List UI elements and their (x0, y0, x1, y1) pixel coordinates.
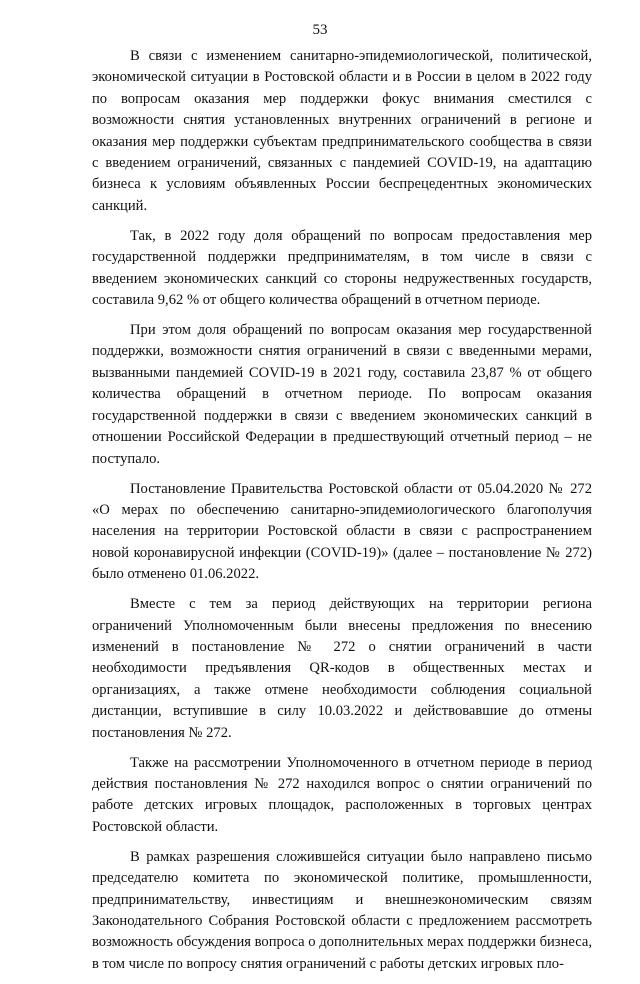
paragraph-covid-share-2021: При этом доля обращений по вопросам оказания мер государственной поддержки, возможности снятия ограничений в связи с введенными мерами, вызванными пандемией COVID-19 в 2021 году, составила 23,87 % от общего количества обращений в отчетном периоде. По вопросам оказания государственной поддержки в связи с введением экономических санкций в отношении Российской Федерации в предшествующий отчетный период – не поступало. (92, 322, 592, 467)
paragraph-resolution-272: Постановление Правительства Ростовской области от 05.04.2020 № 272 «О мерах по обеспечению санитарно-эпидемиологического благополучия населения на территории Ростовской области в связи с распространением новой коронавирусной инфекции (COVID-19)» (далее – постановление № 272) было отменено 01.06.2022. (92, 480, 592, 583)
paragraph-support-share-2022: Так, в 2022 году доля обращений по вопросам предоставления мер государственной поддержки предпринимателям, в том числе в связи с введением экономических санкций со стороны недружественных государств, составила 9,62 % от общего количества обращений в отчетном периоде. (92, 227, 592, 309)
paragraph-ombudsman-proposals: Вместе с тем за период действующих на территории региона ограничений Уполномоченным были внесены предложения по внесению изменений в постановление № 272 о снятии ограничений в части необходимости предъявления QR-кодов в общественных местах и организациях, а также отмене необходимости соблюдения социальной дистанции, вступившие в силу 10.03.2022 и действовавшие до отмены постановления № 272. (92, 596, 592, 741)
paragraph-letter-to-committee: В рамках разрешения сложившейся ситуации было направлено письмо председателю комитета по экономической политике, промышленности, предпринимательству, инвестициям и внешнеэкономическим связям Законодательного Собрания Ростовской области с предложением рассмотреть возможность обсуждения вопроса о дополнительных мерах поддержки бизнеса, в том числе по вопросу снятия ограничений с работы детских игровых пло- (92, 848, 592, 972)
page-number: 53 (312, 22, 328, 38)
paragraph-playgrounds-issue: Также на рассмотрении Уполномоченного в отчетном периоде в период действия постановления № 272 находился вопрос о снятии ограничений по работе детских игровых площадок, расположенных в торговых центрах Ростовской области. (92, 754, 592, 835)
document-body (92, 46, 592, 984)
paragraph-sanctions-shift: В связи с изменением санитарно-эпидемиологической, политической, экономической ситуации в Ростовской области и в России в целом в 2022 году по вопросам оказания мер поддержки фокус внимания сместился с возможности снятия установленных внутренних ограничений в регионе и оказания мер поддержки субъектам предпринимательского сообщества в связи с введением ограничений, связанных с пандемией COVID-19, на адаптацию бизнеса к условиям объявленных России беспрецедентных экономических санкций. (92, 48, 592, 214)
